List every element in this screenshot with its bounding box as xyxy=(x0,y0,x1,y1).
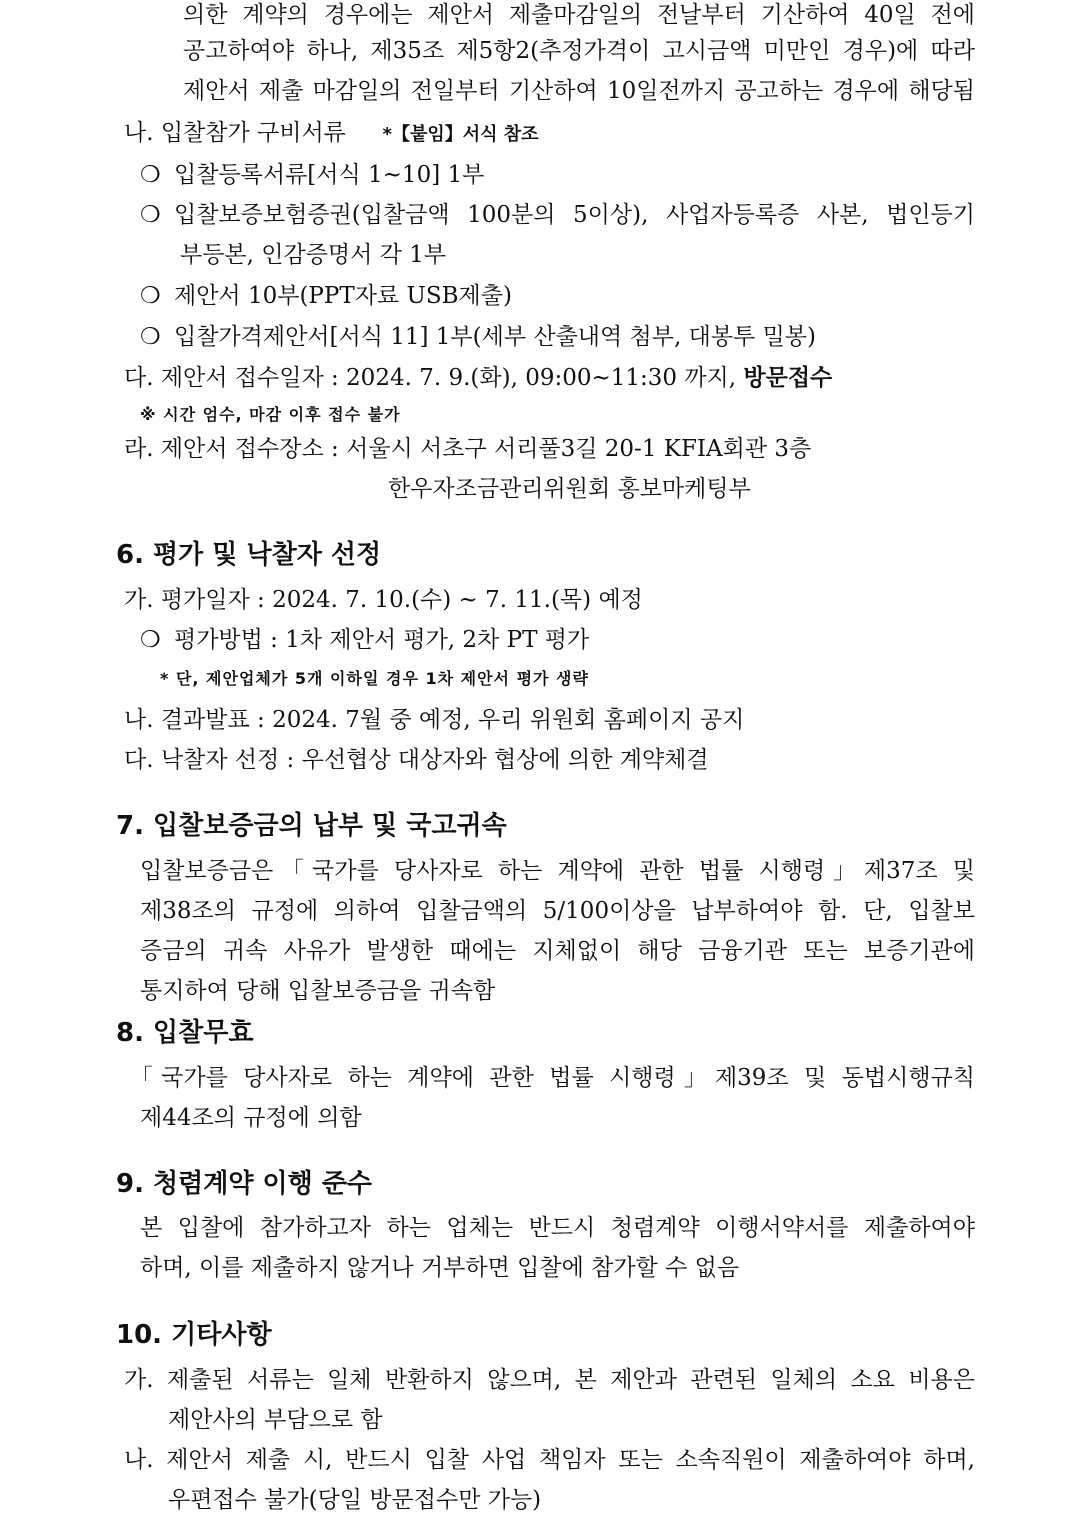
paragraph-line: 본 입찰에 참가하고자 하는 업체는 반드시 청렴계약 이행서약서를 제출하여야 xyxy=(140,1215,975,1241)
paragraph-line: 의한 계약의 경우에는 제안서 제출마감일의 전날부터 기산하여 40일 전에 xyxy=(183,2,975,28)
circle-bullet-icon: ❍ xyxy=(140,324,161,350)
evaluation-note: * 단, 제안업체가 5개 이하일 경우 1차 제안서 평가 생략 xyxy=(160,669,589,688)
visit-submission-label: 방문접수 xyxy=(743,365,833,391)
paragraph-line: 「국가를 당사자로 하는 계약에 관한 법률 시행령」제39조 및 동법시행규칙 xyxy=(130,1065,975,1091)
subsection-title: 나. 제안서 제출 시, 반드시 입찰 사업 책임자 또는 소속직원이 제출하여야 하며, xyxy=(124,1447,975,1473)
paragraph-line: 우편접수 불가(당일 방문접수만 가능) xyxy=(168,1487,542,1513)
list-item xyxy=(140,281,512,311)
subsection-title-text: 나. 입찰참가 구비서류 xyxy=(124,120,346,146)
paragraph-line: 증금의 귀속 사유가 발생한 때에는 지체없이 해당 금융기관 또는 보증기관에 xyxy=(140,938,975,964)
paragraph-line: 입찰보증금은「국가를 당사자로 하는 계약에 관한 법률 시행령」제37조 및 xyxy=(140,858,975,884)
time-note: ※ 시간 엄수, 마감 이후 접수 불가 xyxy=(140,405,401,424)
list-item-text: 입찰보증보험증권(입찰금액 100분의 5이상), 사업자등록증 사본, 법인등기 xyxy=(174,202,975,228)
subsection-title xyxy=(124,363,832,393)
attachment-note: *【붙임】서식 참조 xyxy=(382,124,539,145)
list-item-text: 평가방법 : 1차 제안서 평가, 2차 PT 평가 xyxy=(174,627,590,653)
paragraph-line: 제44조의 규정에 의함 xyxy=(140,1105,362,1131)
subsection-title: 나. 결과발표 : 2024. 7월 중 예정, 우리 위원회 홈페이지 공지 xyxy=(124,707,745,733)
list-item xyxy=(140,322,816,352)
list-item xyxy=(140,625,589,655)
section-heading: 10. 기타사항 xyxy=(116,1320,272,1350)
section-heading: 9. 청렴계약 이행 준수 xyxy=(116,1169,373,1199)
address-continuation: 한우자조금관리위원회 홍보마케팅부 xyxy=(388,476,751,502)
list-item xyxy=(140,200,975,230)
subsection-title: 가. 평가일자 : 2024. 7. 10.(수) ~ 7. 11.(목) 예정 xyxy=(124,587,643,613)
paragraph-line: 제38조의 규정에 의하여 입찰금액의 5/100이상을 납부하여야 함. 단, 입찰보 xyxy=(140,898,975,924)
subsection-title: 가. 제출된 서류는 일체 반환하지 않으며, 본 제안과 관련된 일체의 소요 비용은 xyxy=(124,1367,975,1393)
subsection-title: 다. 낙찰자 선정 : 우선협상 대상자와 협상에 의한 계약체결 xyxy=(124,747,709,773)
section-heading: 6. 평가 및 낙찰자 선정 xyxy=(116,540,382,570)
paragraph-line: 제안서 제출 마감일의 전일부터 기산하여 10일전까지 공고하는 경우에 해당됨 xyxy=(183,78,975,104)
paragraph-line: 하며, 이를 제출하지 않거나 거부하면 입찰에 참가할 수 없음 xyxy=(140,1255,740,1281)
section-heading: 7. 입찰보증금의 납부 및 국고귀속 xyxy=(116,811,507,841)
circle-bullet-icon: ❍ xyxy=(140,283,161,309)
list-item-text: 제안서 10부(PPT자료 USB제출) xyxy=(174,283,512,309)
subsection-title xyxy=(124,118,539,150)
subsection-title: 라. 제안서 접수장소 : 서울시 서초구 서리풀3길 20-1 KFIA회관 3층 xyxy=(124,436,812,462)
list-item-text: 입찰등록서류[서식 1~10] 1부 xyxy=(174,162,485,188)
list-item-text: 입찰가격제안서[서식 11] 1부(세부 산출내역 첨부, 대봉투 밀봉) xyxy=(174,324,816,350)
submission-date-text: 다. 제안서 접수일자 : 2024. 7. 9.(화), 09:00~11:30 까지, xyxy=(124,365,744,391)
list-item xyxy=(140,160,484,190)
paragraph-line: 통지하여 당해 입찰보증금을 귀속함 xyxy=(140,978,496,1004)
paragraph-line: 공고하여야 하나, 제35조 제5항2(추정가격이 고시금액 미만인 경우)에 따라 xyxy=(183,38,975,64)
circle-bullet-icon: ❍ xyxy=(140,627,161,653)
list-item-continuation: 부등본, 인감증명서 각 1부 xyxy=(180,242,447,268)
circle-bullet-icon: ❍ xyxy=(140,162,161,188)
paragraph-line: 제안사의 부담으로 함 xyxy=(168,1407,383,1433)
circle-bullet-icon: ❍ xyxy=(140,202,161,228)
section-heading: 8. 입찰무효 xyxy=(116,1018,254,1048)
